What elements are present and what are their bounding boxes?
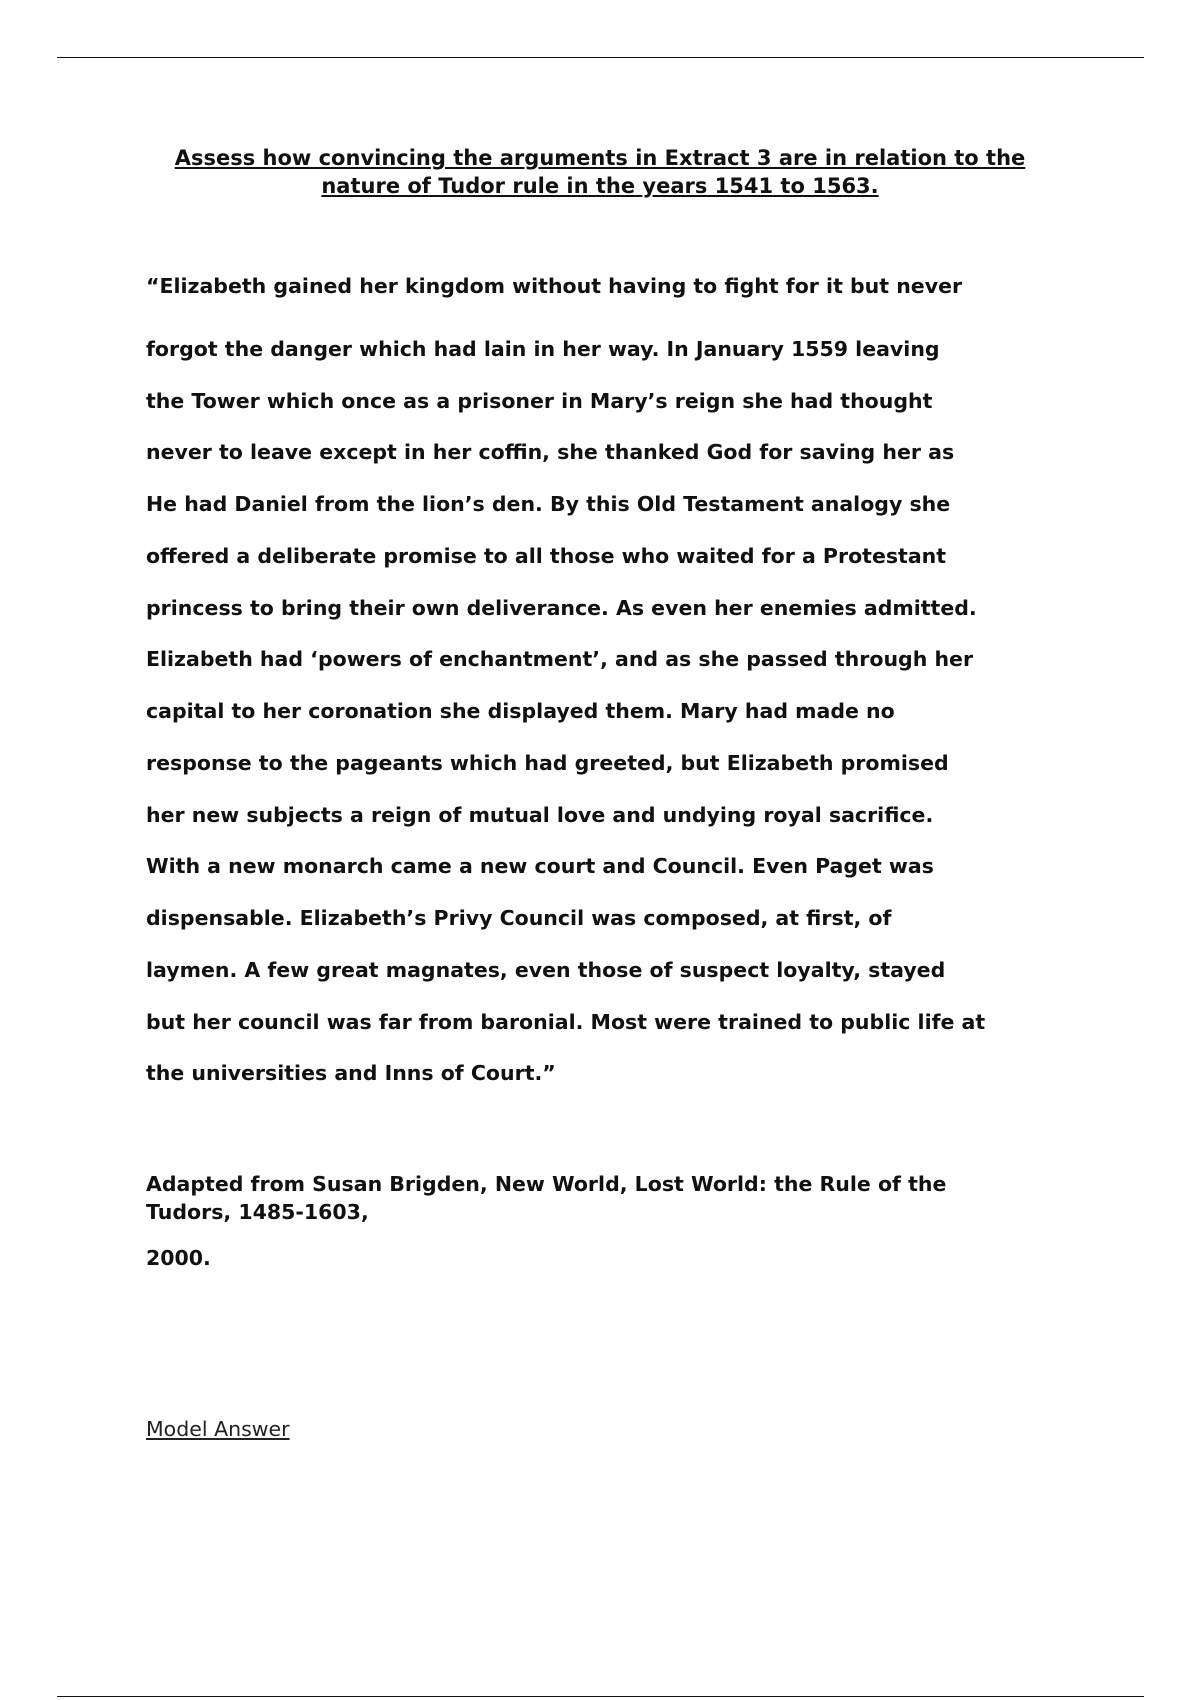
source-citation	[146, 1170, 1046, 1226]
extract-line: laymen. A few great magnates, even those of suspect loyalty, stayed	[146, 957, 946, 982]
source-year: 2000.	[146, 1246, 211, 1270]
question-line-1: Assess how convincing the arguments in Extract 3 are in relation to the	[174, 146, 1026, 170]
extract-line: forgot the danger which had lain in her way. In January 1559 leaving	[146, 336, 940, 361]
source-line-1: Adapted from Susan Brigden, New World, Lost World: the Rule of the	[146, 1172, 947, 1196]
extract-line: but her council was far from baronial. Most were trained to public life at	[146, 1009, 986, 1034]
extract-line: dispensable. Elizabeth’s Privy Council was composed, at first, of	[146, 906, 892, 930]
top-rule	[57, 57, 1144, 58]
extract-line: never to leave except in her coffin, she thanked God for saving her as	[146, 440, 955, 465]
extract-quote	[146, 272, 1076, 1100]
model-answer-heading: Model Answer	[146, 1417, 290, 1441]
bottom-rule	[57, 1696, 1144, 1697]
question-line-2: nature of Tudor rule in the years 1541 to 1563.	[321, 174, 879, 198]
extract-line: the Tower which once as a prisoner in Mary’s reign she had thought	[146, 388, 933, 413]
extract-line: offered a deliberate promise to all those who waited for a Protestant	[146, 543, 947, 568]
extract-line: With a new monarch came a new court and Council. Even Paget was	[146, 854, 934, 879]
extract-line: capital to her coronation she displayed them. Mary had made no	[146, 699, 895, 723]
question-heading	[120, 144, 1080, 200]
extract-line: the universities and Inns of Court.”	[146, 1061, 556, 1086]
extract-line: Elizabeth had ‘powers of enchantment’, and as she passed through her	[146, 647, 974, 672]
extract-line: “Elizabeth gained her kingdom without having to fight for it but never	[146, 274, 963, 298]
extract-line: response to the pageants which had greeted, but Elizabeth promised	[146, 750, 949, 775]
extract-line: princess to bring their own deliverance. As even her enemies admitted.	[146, 595, 977, 620]
extract-line: He had Daniel from the lion’s den. By this Old Testament analogy she	[146, 492, 951, 516]
source-line-2: Tudors, 1485-1603,	[146, 1200, 369, 1224]
extract-line: her new subjects a reign of mutual love and undying royal sacrifice.	[146, 802, 934, 827]
